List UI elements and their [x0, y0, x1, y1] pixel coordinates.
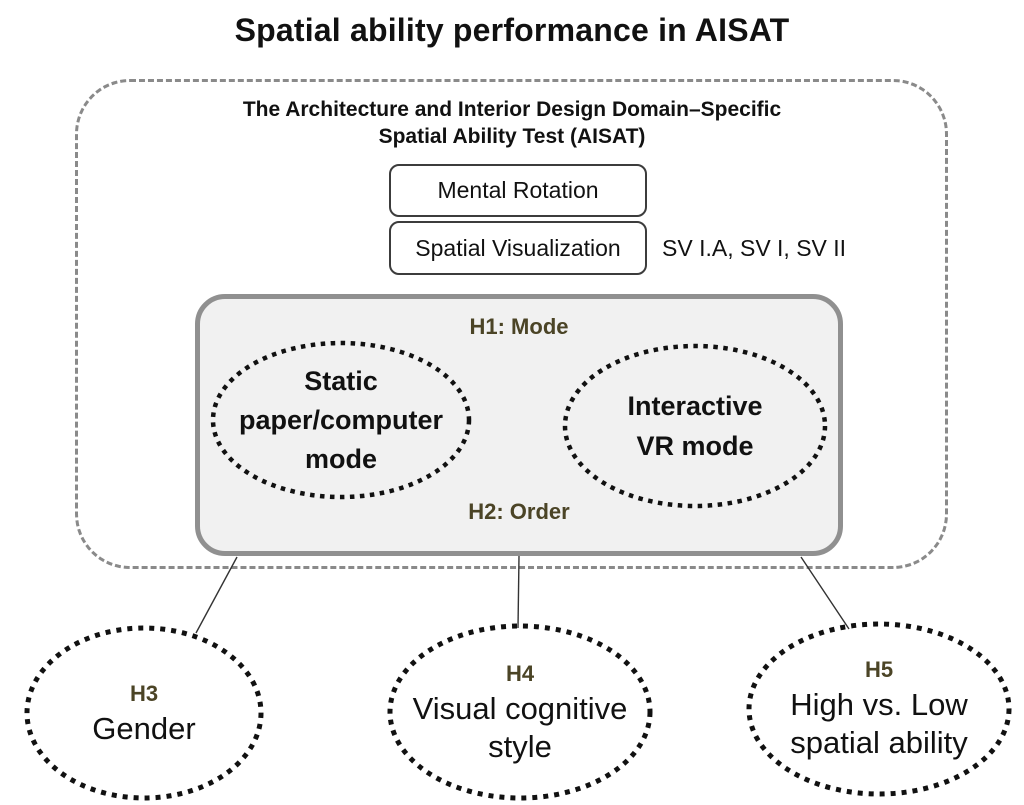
h4-cognitive-style-group	[390, 630, 650, 796]
spatial-visualization-box	[389, 221, 647, 275]
h5-label: H5	[864, 656, 894, 682]
aisat-heading-line1: The Architecture and Interior Design Domain–Specific	[242, 98, 782, 121]
h4-text-line2: style	[488, 728, 552, 764]
sv-subtest-codes: SV I.A, SV I, SV II	[662, 234, 847, 261]
h3-text-line1: Gender	[92, 710, 196, 746]
h5-text-line2: spatial ability	[790, 724, 968, 760]
static-mode-text	[213, 350, 469, 490]
spatial-visualization-label: Spatial Visualization	[415, 234, 621, 261]
static-mode-line1: Static	[304, 365, 378, 396]
h5-text-line1: High vs. Low	[790, 686, 968, 722]
vr-mode-line2: VR mode	[636, 431, 754, 461]
static-mode-line3: mode	[304, 443, 377, 474]
h3-gender-group	[27, 633, 261, 795]
static-mode-line2: paper/computer	[238, 404, 444, 435]
h2-order-label: H2: Order	[468, 499, 570, 524]
h4-text-line1: Visual cognitive	[412, 690, 628, 726]
vr-mode-text	[565, 362, 825, 490]
figure-title: Spatial ability performance in AISAT	[234, 12, 790, 48]
h5-spatial-ability-group	[749, 626, 1009, 792]
aisat-heading	[112, 96, 912, 150]
mental-rotation-box	[389, 164, 647, 217]
h4-label: H4	[505, 660, 535, 686]
aisat-heading-line2: Spatial Ability Test (AISAT)	[378, 125, 646, 148]
mental-rotation-label: Mental Rotation	[437, 177, 599, 203]
vr-mode-line1: Interactive	[627, 391, 763, 421]
h1-mode-label: H1: Mode	[469, 314, 569, 339]
h3-label: H3	[129, 680, 159, 706]
